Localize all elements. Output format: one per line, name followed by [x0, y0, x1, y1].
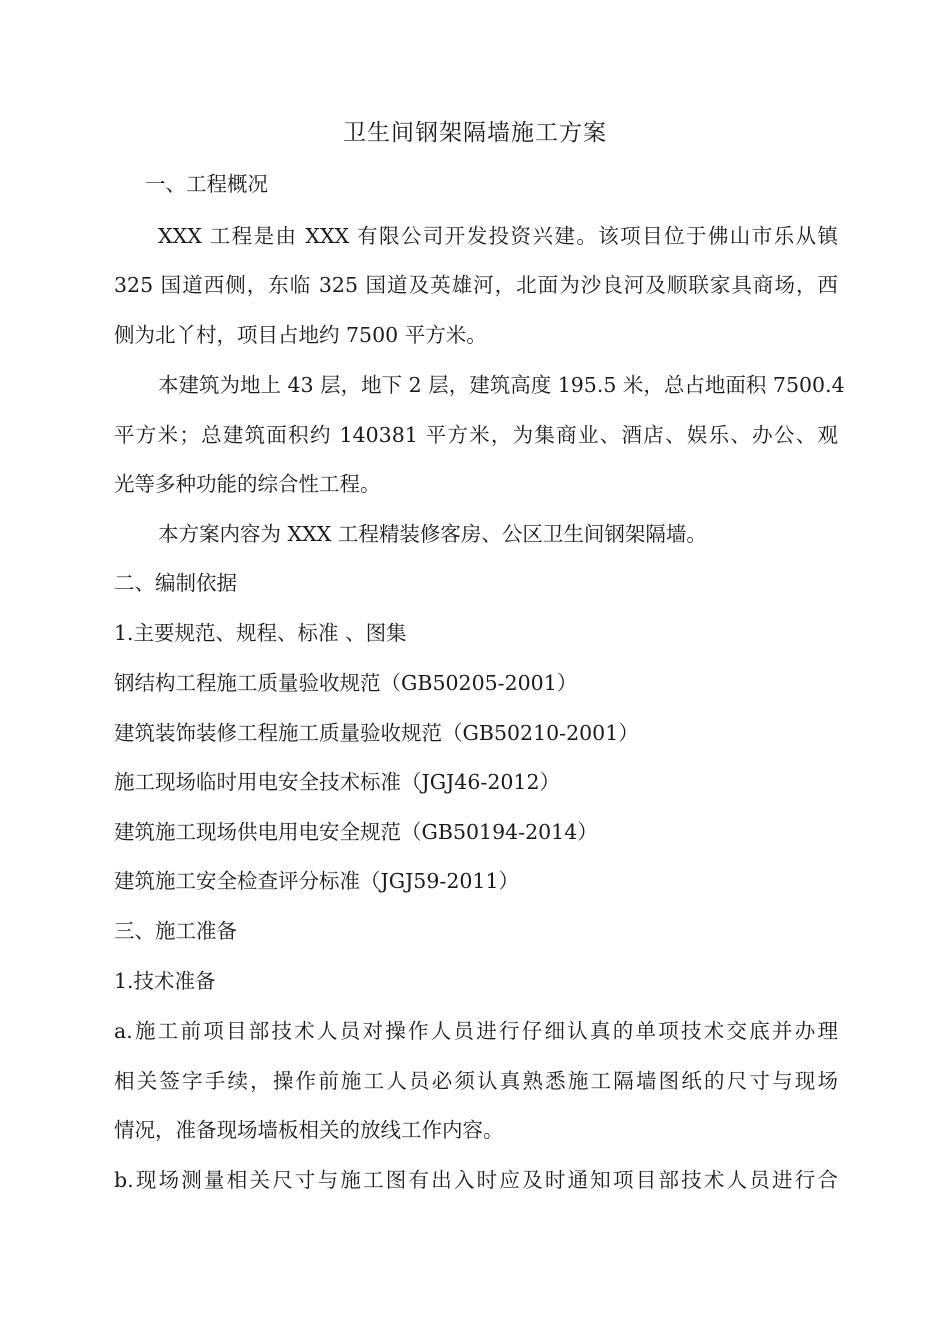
standard-item: 建筑施工现场供电用电安全规范（GB50194-2014）	[114, 820, 598, 844]
paragraph-line: 情况，准备现场墙板相关的放线工作内容。	[114, 1118, 504, 1142]
subheading-technical: 1.技术准备	[114, 969, 216, 993]
paragraph-line: XXX 工程是由 XXX 有限公司开发投资兴建。该项目位于佛山市乐从镇	[158, 224, 838, 248]
standard-item: 建筑施工安全检查评分标准（JGJ59-2011）	[114, 869, 519, 893]
standard-item: 建筑装饰装修工程施工质量验收规范（GB50210-2001）	[114, 721, 639, 745]
document-title: 卫生间钢架隔墙施工方案	[343, 120, 607, 146]
paragraph-line: 本建筑为地上 43 层，地下 2 层，建筑高度 195.5 米，总占地面积 7500.4	[158, 373, 845, 397]
standard-item: 施工现场临时用电安全技术标准（JGJ46-2012）	[114, 770, 560, 794]
subheading-standards: 1.主要规范、规程、标准 、图集	[114, 621, 407, 645]
section-heading-basis: 二、编制依据	[114, 571, 237, 595]
paragraph-line: 平方米；总建筑面积约 140381 平方米，为集商业、酒店、娱乐、办公、观	[114, 423, 838, 447]
standard-item: 钢结构工程施工质量验收规范（GB50205-2001）	[114, 671, 578, 695]
paragraph-line: 本方案内容为 XXX 工程精装修客房、公区卫生间钢架隔墙。	[158, 522, 707, 546]
paragraph-line: 相关签字手续，操作前施工人员必须认真熟悉施工隔墙图纸的尺寸与现场	[114, 1069, 838, 1093]
paragraph-line: 325 国道西侧，东临 325 国道及英雄河，北面为沙良河及顺联家具商场，西	[114, 273, 838, 297]
paragraph-line: 光等多种功能的综合性工程。	[114, 472, 381, 496]
section-heading-preparation: 三、施工准备	[114, 919, 237, 943]
paragraph-line: 侧为北丫村，项目占地约 7500 平方米。	[114, 323, 487, 347]
section-heading-overview: 一、工程概况	[145, 172, 268, 196]
paragraph-line: b.现场测量相关尺寸与施工图有出入时应及时通知项目部技术人员进行合	[114, 1168, 838, 1192]
paragraph-line: a.施工前项目部技术人员对操作人员进行仔细认真的单项技术交底并办理	[114, 1019, 838, 1043]
